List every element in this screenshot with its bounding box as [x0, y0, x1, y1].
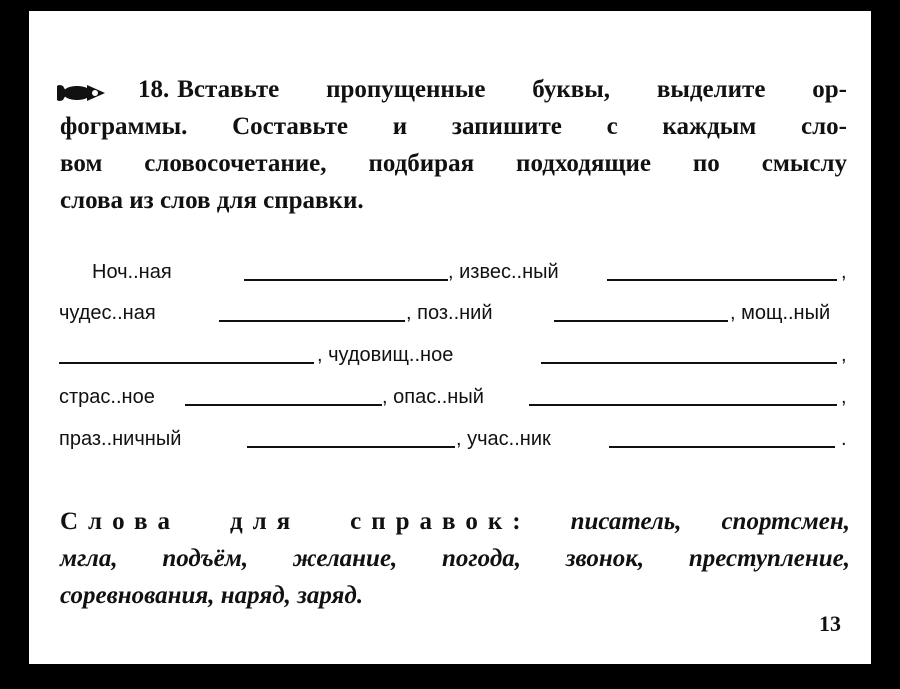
task-line-2: фограммы. Составьте и запишите с каждым сло-	[60, 113, 847, 140]
answer-blank[interactable]	[529, 404, 837, 406]
punctuation: .	[841, 428, 847, 450]
exercise-row	[59, 258, 847, 286]
answer-blank[interactable]	[59, 362, 314, 364]
task-instructions	[60, 71, 847, 219]
word-with-gap: , учас..ник	[456, 428, 551, 450]
word-with-gap: , извес..ный	[448, 261, 559, 283]
reference-line-3: соревнования, наряд, заряд.	[60, 582, 364, 609]
reference-line-2: мгла, подъём, желание, погода, звонок, преступление,	[60, 545, 850, 572]
punctuation: ,	[841, 386, 847, 408]
word-with-gap: , поз..ний	[406, 302, 493, 324]
reference-line-1: Слова для справок: писатель, спортсмен,	[60, 508, 851, 535]
exercise-row	[59, 425, 847, 453]
exercise-row	[59, 383, 847, 411]
answer-blank[interactable]	[247, 446, 455, 448]
answer-blank[interactable]	[244, 279, 448, 281]
answer-blank[interactable]	[609, 446, 835, 448]
task-line-1: 18. Вставьте пропущенные буквы, выделите ор-	[138, 76, 847, 103]
task-line-4: слова из слов для справки.	[60, 187, 364, 214]
answer-blank[interactable]	[607, 279, 837, 281]
word-with-gap: , мощ..ный	[730, 302, 831, 324]
exercise-row	[59, 341, 847, 369]
punctuation: ,	[841, 261, 847, 283]
workbook-page	[29, 11, 871, 664]
answer-blank[interactable]	[185, 404, 382, 406]
task-line-3: вом словосочетание, подбирая подходящие по смыслу	[60, 150, 847, 177]
word-with-gap: страс..ное	[59, 386, 155, 408]
answer-blank[interactable]	[219, 320, 405, 322]
answer-blank[interactable]	[554, 320, 728, 322]
task-number: 18.	[138, 76, 170, 103]
exercise-row	[59, 299, 847, 327]
word-with-gap: Ноч..ная	[92, 261, 172, 283]
word-with-gap: , чудовищ..ное	[317, 344, 454, 366]
word-with-gap: чудес..ная	[59, 302, 156, 324]
reference-words	[60, 503, 850, 614]
page-number: 13	[819, 611, 841, 636]
answer-blank[interactable]	[541, 362, 837, 364]
punctuation: ,	[841, 344, 847, 366]
word-with-gap: , опас..ный	[382, 386, 484, 408]
word-with-gap: праз..ничный	[59, 428, 182, 450]
reference-label: Слова для справок:	[60, 508, 531, 535]
